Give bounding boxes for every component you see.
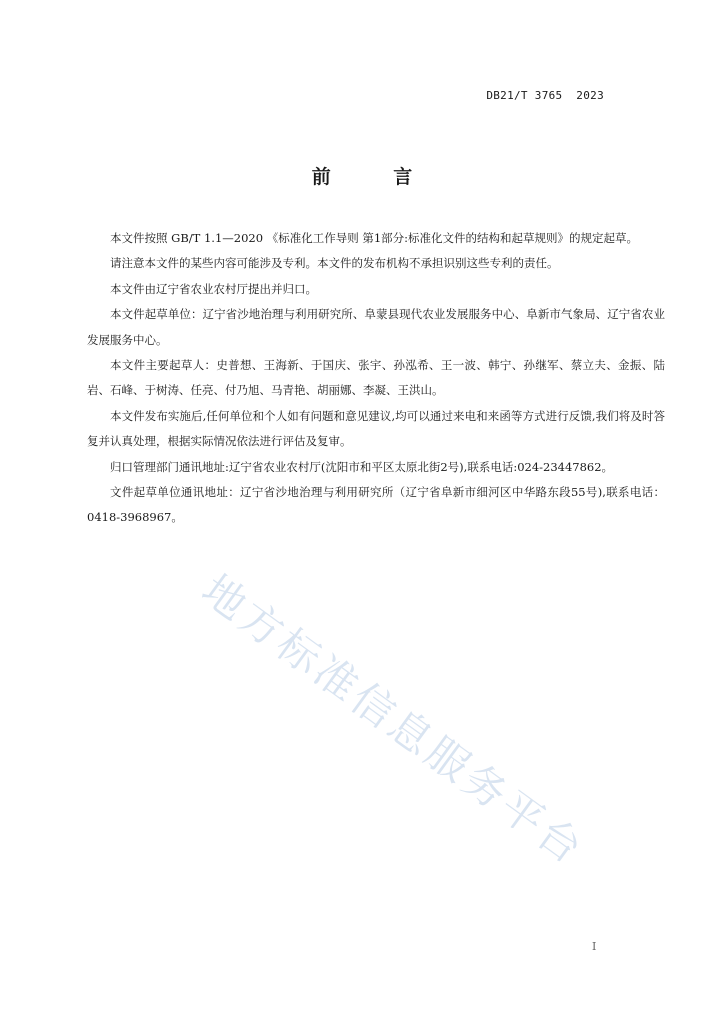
paragraph-proposer: 本文件由辽宁省农业农村厅提出并归口。 [110,281,317,296]
section-title: 前 言 [311,166,441,188]
paragraph-drafting-rules: 本文件按照 GB/T 1.1—2020 《标准化工作导则 第1部分:标准化文件的结构和起草规则》的规定起草。 [110,231,639,245]
paragraph-feedback: 本文件发布实施后,任何单位和个人如有问题和意见建议,均可以通过来电和来函等方式进行反馈,我们将及时答复并认真处理，根据实际情况依法进行评估及复审。 [87,408,665,449]
paragraph-patent-notice: 请注意本文件的某些内容可能涉及专利。本文件的发布机构不承担识别这些专利的责任。 [110,256,559,271]
paragraph-admin-address: 归口管理部门通讯地址:辽宁省农业农村厅(沈阳市和平区太原北街2号),联系电话:024-23447862。 [110,459,614,474]
watermark: 地方标准信息服务平台 [193,565,595,876]
paragraph-drafting-units: 本文件起草单位：辽宁省沙地治理与利用研究所、阜蒙县现代农业发展服务中心、阜新市气象局、辽宁省农业发展服务中心。 [87,307,665,347]
page-number: I [592,940,597,953]
preface-body [87,226,665,531]
paragraph-drafter-address: 文件起草单位通讯地址：辽宁省沙地治理与利用研究所（辽宁省阜新市细河区中华路东段55号),联系电话：0418-3968967。 [87,485,665,525]
paragraph-drafters: 本文件主要起草人：史普想、王海新、于国庆、张宇、孙泓希、王一波、韩宁、孙继军、蔡立夫、金振、陆岩、石峰、于树涛、任亮、付乃旭、马青艳、胡丽娜、李凝、王洪山。 [87,358,665,398]
document-code: DB21/T 3765 2023 [486,89,604,102]
